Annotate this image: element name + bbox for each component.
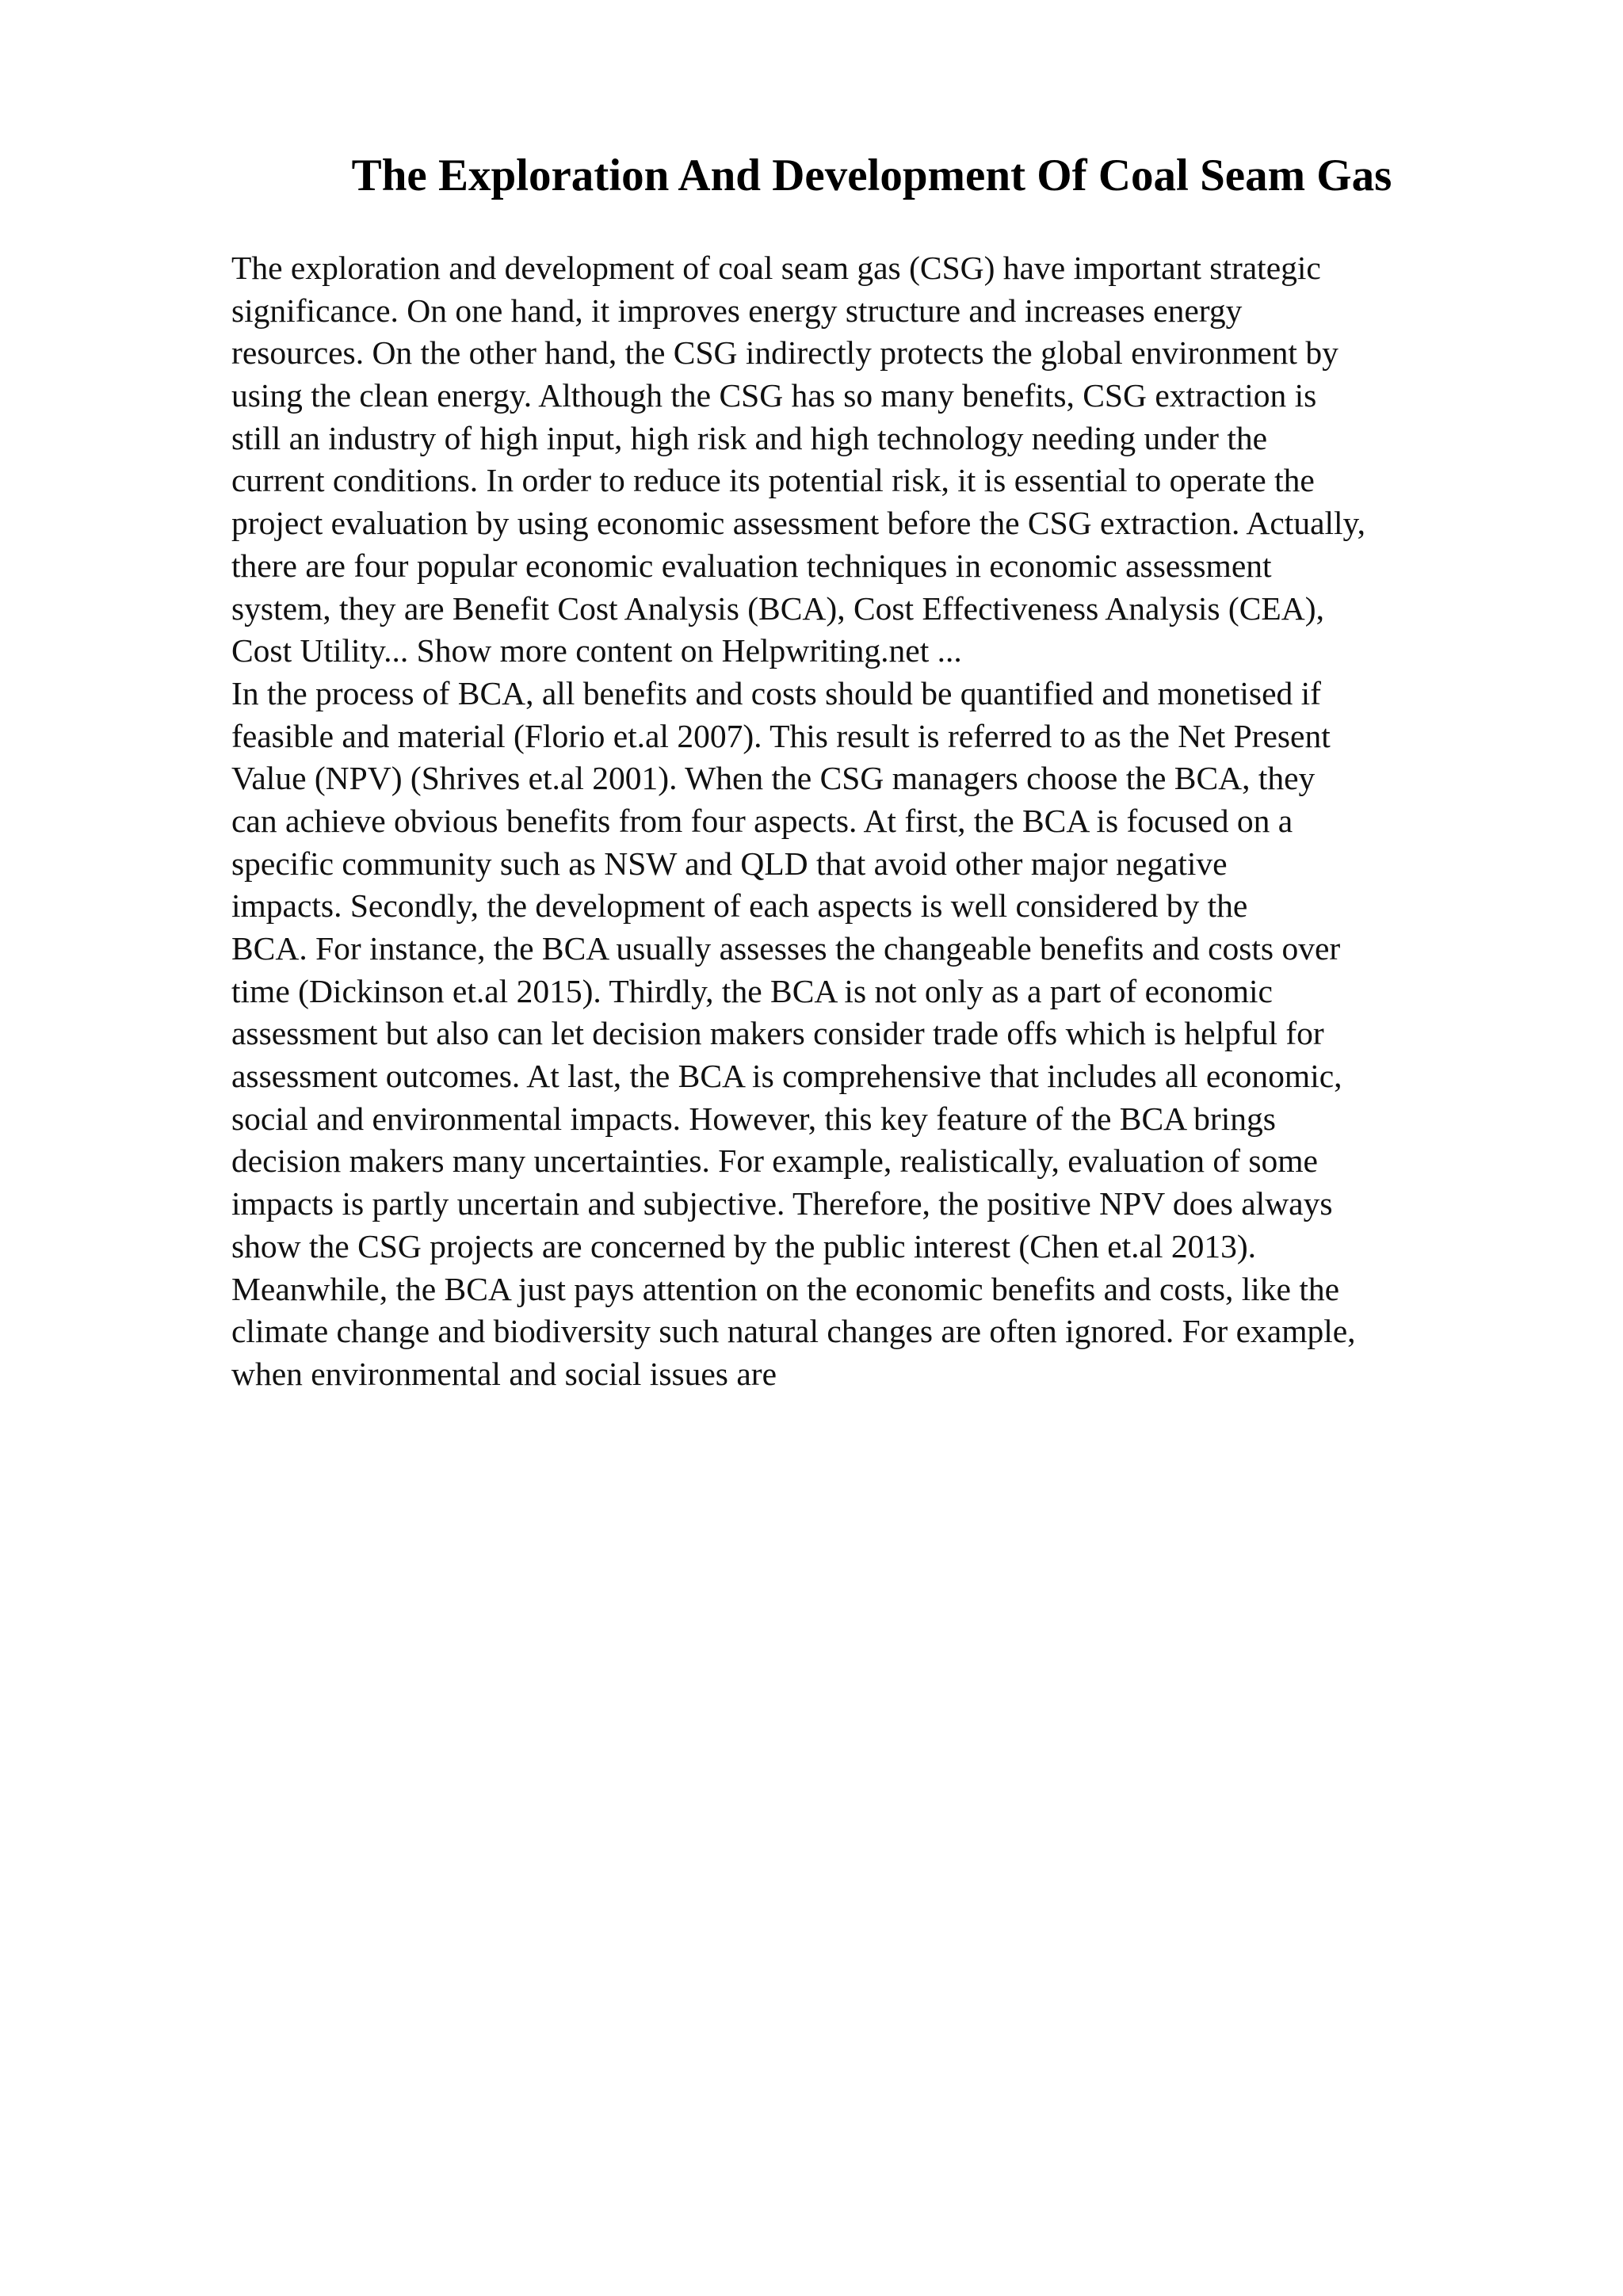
body-line: can achieve obvious benefits from four aspects. At first, the BCA is focused on a bbox=[231, 802, 1293, 839]
body-line: when environmental and social issues are bbox=[231, 1355, 777, 1392]
body-line: project evaluation by using economic assessment before the CSG extraction. Actually, bbox=[231, 505, 1365, 542]
body-line: assessment outcomes. At last, the BCA is comprehensive that includes all economic, bbox=[231, 1058, 1342, 1095]
body-line: specific community such as NSW and QLD that avoid other major negative bbox=[231, 845, 1228, 882]
body-line: decision makers many uncertainties. For example, realistically, evaluation of some bbox=[231, 1142, 1318, 1180]
body-line: show the CSG projects are concerned by the public interest (Chen et.al 2013). bbox=[231, 1227, 1257, 1264]
body-line: Cost Utility... Show more content on Helpwriting.net ... bbox=[231, 632, 962, 669]
body-line: impacts is partly uncertain and subjective. Therefore, the positive NPV does always bbox=[231, 1185, 1333, 1222]
body-line: time (Dickinson et.al 2015). Thirdly, the BCA is not only as a part of economic bbox=[231, 972, 1273, 1009]
body-line: feasible and material (Florio et.al 2007). This result is referred to as the Net Present bbox=[231, 717, 1331, 754]
body-line: In the process of BCA, all benefits and costs should be quantified and monetised if bbox=[231, 674, 1321, 711]
body-line: system, they are Benefit Cost Analysis (BCA), Cost Effectiveness Analysis (CEA), bbox=[231, 589, 1324, 627]
body-line: Value (NPV) (Shrives et.al 2001). When the CSG managers choose the BCA, they bbox=[231, 760, 1316, 797]
body-line: still an industry of high input, high risk and high technology needing under the bbox=[231, 419, 1268, 456]
body-line: resources. On the other hand, the CSG indirectly protects the global environment by bbox=[231, 334, 1338, 372]
body-line: The exploration and development of coal seam gas (CSG) have important strategic bbox=[231, 250, 1321, 286]
body-line: there are four popular economic evaluation techniques in economic assessment bbox=[231, 547, 1272, 584]
body-line: Meanwhile, the BCA just pays attention on the economic benefits and costs, like the bbox=[231, 1270, 1340, 1307]
body-line: impacts. Secondly, the development of each aspects is well considered by the bbox=[231, 887, 1248, 925]
body-line: using the clean energy. Although the CSG has so many benefits, CSG extraction is bbox=[231, 377, 1317, 414]
body-line: BCA. For instance, the BCA usually assesses the changeable benefits and costs over bbox=[231, 930, 1341, 967]
body-line: current conditions. In order to reduce its potential risk, it is essential to operate the bbox=[231, 462, 1315, 499]
document-title: The Exploration And Development Of Coal Seam Gas bbox=[351, 151, 1392, 200]
body-line: social and environmental impacts. However, this key feature of the BCA brings bbox=[231, 1100, 1276, 1137]
body-line: significance. On one hand, it improves energy structure and increases energy bbox=[231, 292, 1243, 329]
body-line: climate change and biodiversity such natural changes are often ignored. For example, bbox=[231, 1313, 1356, 1350]
body-line: assessment but also can let decision makers consider trade offs which is helpful for bbox=[231, 1015, 1324, 1052]
document-body bbox=[231, 247, 1515, 1396]
